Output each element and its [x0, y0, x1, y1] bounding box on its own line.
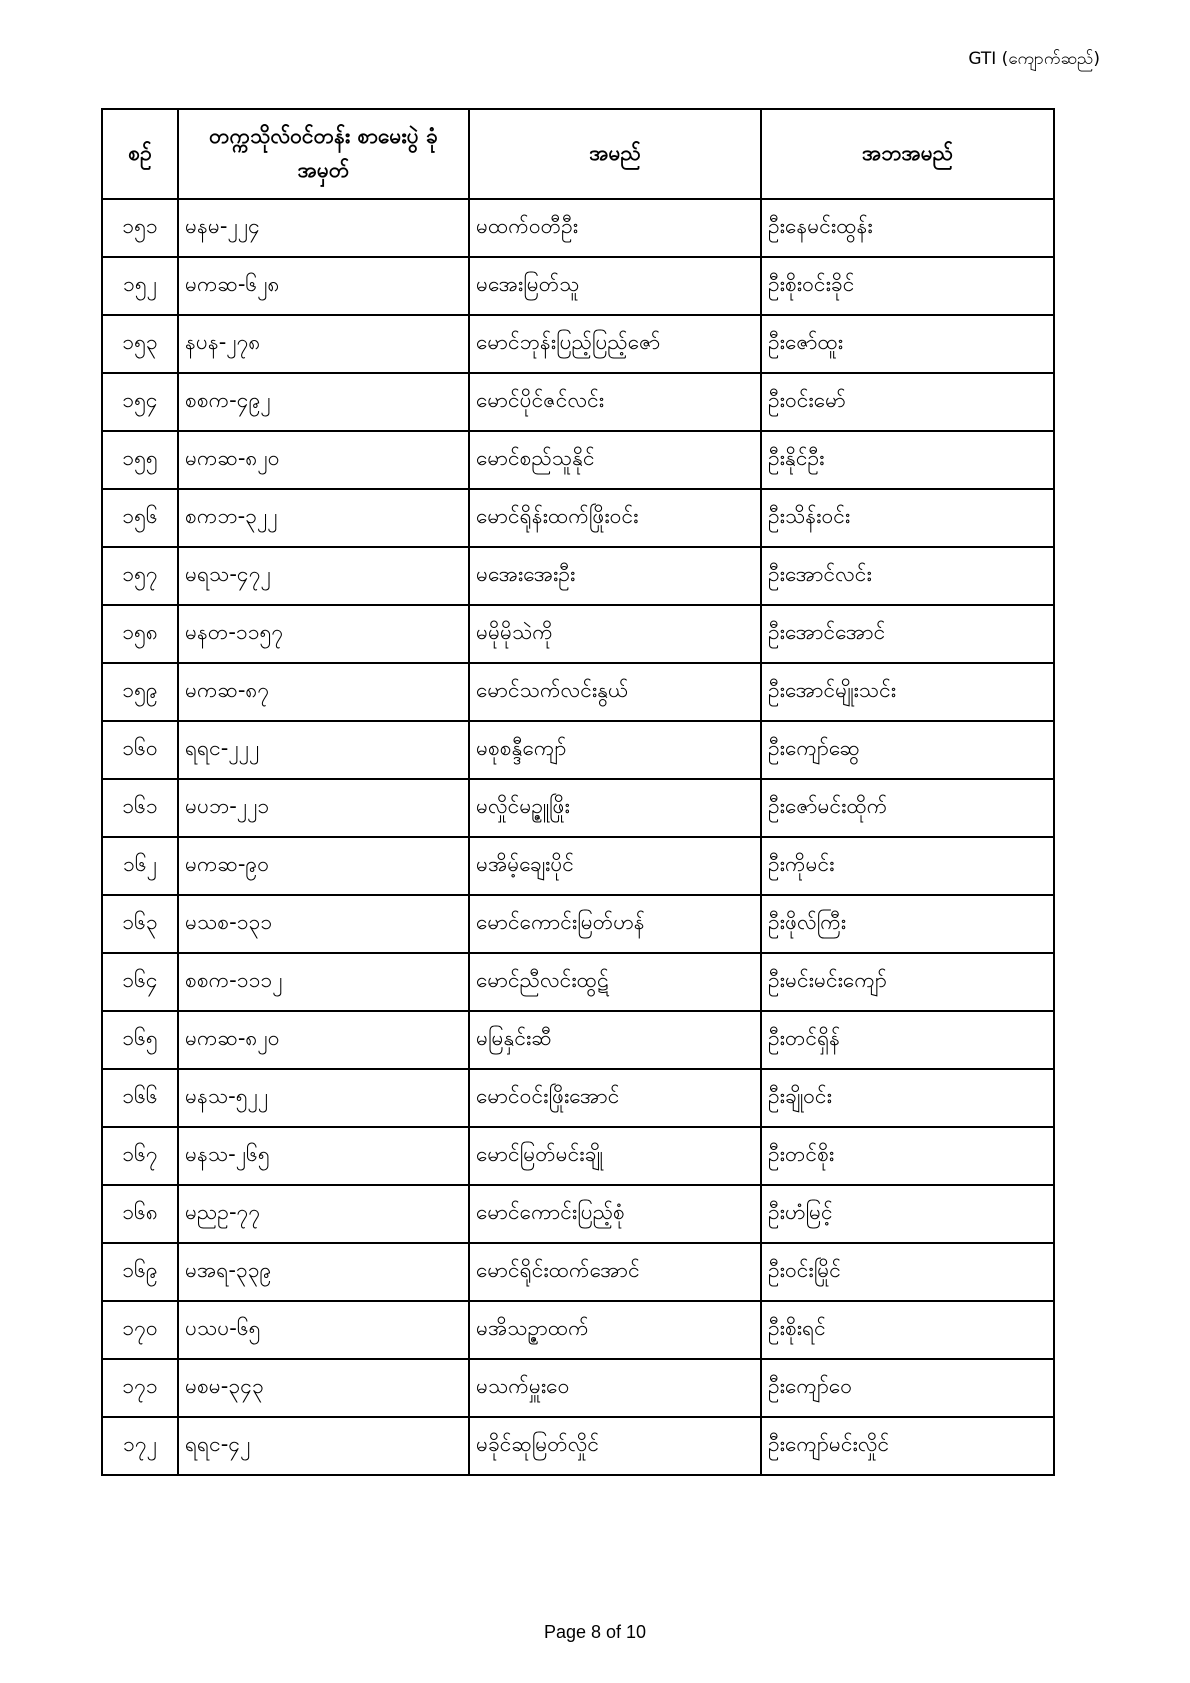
table-row: [102, 547, 1054, 605]
document-header-tag: GTI (ကျောက်ဆည်): [968, 49, 1100, 69]
exam-roll-number-cell: နပန-၂၇၈: [178, 315, 469, 373]
table-row: [102, 489, 1054, 547]
serial-cell: ၁၅၂: [102, 257, 178, 315]
student-roster-table: [101, 108, 1055, 1476]
father-name-cell: ဦးဝင်းမော်: [761, 373, 1054, 431]
name-cell: မလှိုင်မဥ္ဇူဖြိုး: [469, 779, 761, 837]
father-name-cell: ဦးဇော်မင်းထိုက်: [761, 779, 1054, 837]
serial-cell: ၁၆၆: [102, 1069, 178, 1127]
serial-cell: ၁၅၈: [102, 605, 178, 663]
father-name-cell: ဦးဇော်ထူး: [761, 315, 1054, 373]
exam-roll-number-cell: စကဘ-၃၂၂: [178, 489, 469, 547]
page-number-footer: Page 8 of 10: [543, 1622, 647, 1642]
table-row: [102, 1011, 1054, 1069]
serial-cell: ၁၆၄: [102, 953, 178, 1011]
exam-roll-number-cell: ရရင-၄၂: [178, 1417, 469, 1475]
serial-cell: ၁၆၅: [102, 1011, 178, 1069]
exam-roll-number-cell: စစက-၁၁၁၂: [178, 953, 469, 1011]
name-cell: မစုစန္ဒီကျော်: [469, 721, 761, 779]
column-header-name: အမည်: [469, 109, 761, 199]
serial-cell: ၁၆၃: [102, 895, 178, 953]
serial-cell: ၁၆၀: [102, 721, 178, 779]
name-cell: မထက်ဝတီဦး: [469, 199, 761, 257]
name-cell: မအေးအေးဦး: [469, 547, 761, 605]
name-cell: မောင်ရိုင်းထက်အောင်: [469, 1243, 761, 1301]
table-row: [102, 1127, 1054, 1185]
table-row: [102, 373, 1054, 431]
father-name-cell: ဦးတင်ရှိန်: [761, 1011, 1054, 1069]
father-name-cell: ဦးကျော်ဆွေ: [761, 721, 1054, 779]
father-name-cell: ဦးစိုးရင်: [761, 1301, 1054, 1359]
serial-cell: ၁၅၆: [102, 489, 178, 547]
exam-roll-number-cell: မစမ-၃၄၃: [178, 1359, 469, 1417]
father-name-cell: ဦးနိုင်ဦး: [761, 431, 1054, 489]
column-header-father-name: အဘအမည်: [761, 109, 1054, 199]
exam-roll-number-cell: မကဆ-၉၀: [178, 837, 469, 895]
serial-cell: ၁၅၃: [102, 315, 178, 373]
father-name-cell: ဦးအောင်လင်း: [761, 547, 1054, 605]
exam-roll-number-cell: မပဘ-၂၂၁: [178, 779, 469, 837]
column-header-serial: စဉ်: [102, 109, 178, 199]
exam-roll-number-cell: မသစ-၁၃၁: [178, 895, 469, 953]
name-cell: မောင်ဘုန်းပြည့်ပြည့်ဇော်: [469, 315, 761, 373]
serial-cell: ၁၅၅: [102, 431, 178, 489]
father-name-cell: ဦးကိုမင်း: [761, 837, 1054, 895]
table-row: [102, 663, 1054, 721]
serial-cell: ၁၅၄: [102, 373, 178, 431]
name-cell: မသက်မှူးဝေ: [469, 1359, 761, 1417]
table-row: [102, 779, 1054, 837]
father-name-cell: ဦးဖိုလ်ကြီး: [761, 895, 1054, 953]
serial-cell: ၁၆၈: [102, 1185, 178, 1243]
exam-roll-number-cell: မအရ-၃၃၉: [178, 1243, 469, 1301]
exam-roll-number-cell: ပသပ-၆၅: [178, 1301, 469, 1359]
father-name-cell: ဦးသိန်းဝင်း: [761, 489, 1054, 547]
exam-roll-number-cell: စစက-၄၉၂: [178, 373, 469, 431]
name-cell: မမြနှင်းဆီ: [469, 1011, 761, 1069]
table-row: [102, 953, 1054, 1011]
table-row: [102, 605, 1054, 663]
exam-roll-number-cell: မနမ-၂၂၄: [178, 199, 469, 257]
serial-cell: ၁၅၁: [102, 199, 178, 257]
exam-roll-number-cell: မရသ-၄၇၂: [178, 547, 469, 605]
table-row: [102, 431, 1054, 489]
father-name-cell: ဦးအောင်မျိုးသင်း: [761, 663, 1054, 721]
exam-roll-number-cell: မနတ-၁၁၅၇: [178, 605, 469, 663]
table-row: [102, 1359, 1054, 1417]
table-header-row: [102, 109, 1054, 199]
table-row: [102, 837, 1054, 895]
serial-cell: ၁၆၂: [102, 837, 178, 895]
table-row: [102, 1069, 1054, 1127]
table-row: [102, 315, 1054, 373]
table-row: [102, 1243, 1054, 1301]
name-cell: မောင်စည်သူနိုင်: [469, 431, 761, 489]
father-name-cell: ဦးကျော်ဝေ: [761, 1359, 1054, 1417]
father-name-cell: ဦးကျော်မင်းလှိုင်: [761, 1417, 1054, 1475]
serial-cell: ၁၇၀: [102, 1301, 178, 1359]
name-cell: မောင်သက်လင်းနွယ်: [469, 663, 761, 721]
name-cell: မအိသဉ္ဇာထက်: [469, 1301, 761, 1359]
serial-cell: ၁၇၁: [102, 1359, 178, 1417]
father-name-cell: ဦးနေမင်းထွန်း: [761, 199, 1054, 257]
table-row: [102, 1417, 1054, 1475]
exam-roll-number-cell: မကဆ-၈၂၀: [178, 1011, 469, 1069]
name-cell: မောင်ပိုင်ဇင်လင်း: [469, 373, 761, 431]
name-cell: မောင်မြတ်မင်းချို: [469, 1127, 761, 1185]
name-cell: မောင်ဝင်းဖြိုးအောင်: [469, 1069, 761, 1127]
name-cell: မောင်ညီလင်းထွဋ်: [469, 953, 761, 1011]
serial-cell: ၁၅၇: [102, 547, 178, 605]
name-cell: မမိုမိုသဲကို: [469, 605, 761, 663]
table-row: [102, 1301, 1054, 1359]
table-row: [102, 199, 1054, 257]
exam-roll-number-cell: မနသ-၅၂၂: [178, 1069, 469, 1127]
father-name-cell: ဦးဟံမြင့်: [761, 1185, 1054, 1243]
serial-cell: ၁၅၉: [102, 663, 178, 721]
table-row: [102, 895, 1054, 953]
table-row: [102, 257, 1054, 315]
name-cell: မခိုင်ဆုမြတ်လှိုင်: [469, 1417, 761, 1475]
serial-cell: ၁၆၉: [102, 1243, 178, 1301]
exam-roll-number-cell: မညဥ-၇၇: [178, 1185, 469, 1243]
serial-cell: ၁၆၁: [102, 779, 178, 837]
father-name-cell: ဦးစိုးဝင်းခိုင်: [761, 257, 1054, 315]
table-row: [102, 721, 1054, 779]
exam-roll-number-cell: မကဆ-၈၇: [178, 663, 469, 721]
serial-cell: ၁၇၂: [102, 1417, 178, 1475]
name-cell: မောင်ကောင်းမြတ်ဟန်: [469, 895, 761, 953]
exam-roll-number-cell: မနသ-၂၆၅: [178, 1127, 469, 1185]
table-row: [102, 1185, 1054, 1243]
father-name-cell: ဦးမင်းမင်းကျော်: [761, 953, 1054, 1011]
exam-roll-number-cell: မကဆ-၈၂၀: [178, 431, 469, 489]
father-name-cell: ဦးချိုဝင်း: [761, 1069, 1054, 1127]
name-cell: မအိမ့်ချေးပိုင်: [469, 837, 761, 895]
name-cell: မအေးမြတ်သူ: [469, 257, 761, 315]
column-header-exam-roll-number: တက္ကသိုလ်ဝင်တန်း စာမေးပွဲ ခုံအမှတ်: [178, 109, 469, 199]
serial-cell: ၁၆၇: [102, 1127, 178, 1185]
exam-roll-number-cell: မကဆ-၆၂၈: [178, 257, 469, 315]
father-name-cell: ဦးဝင်းမြိုင်: [761, 1243, 1054, 1301]
name-cell: မောင်ကောင်းပြည့်စုံ: [469, 1185, 761, 1243]
father-name-cell: ဦးအောင်အောင်: [761, 605, 1054, 663]
father-name-cell: ဦးတင်စိုး: [761, 1127, 1054, 1185]
name-cell: မောင်ရိုန်းထက်ဖြိုးဝင်း: [469, 489, 761, 547]
exam-roll-number-cell: ရရင-၂၂၂: [178, 721, 469, 779]
